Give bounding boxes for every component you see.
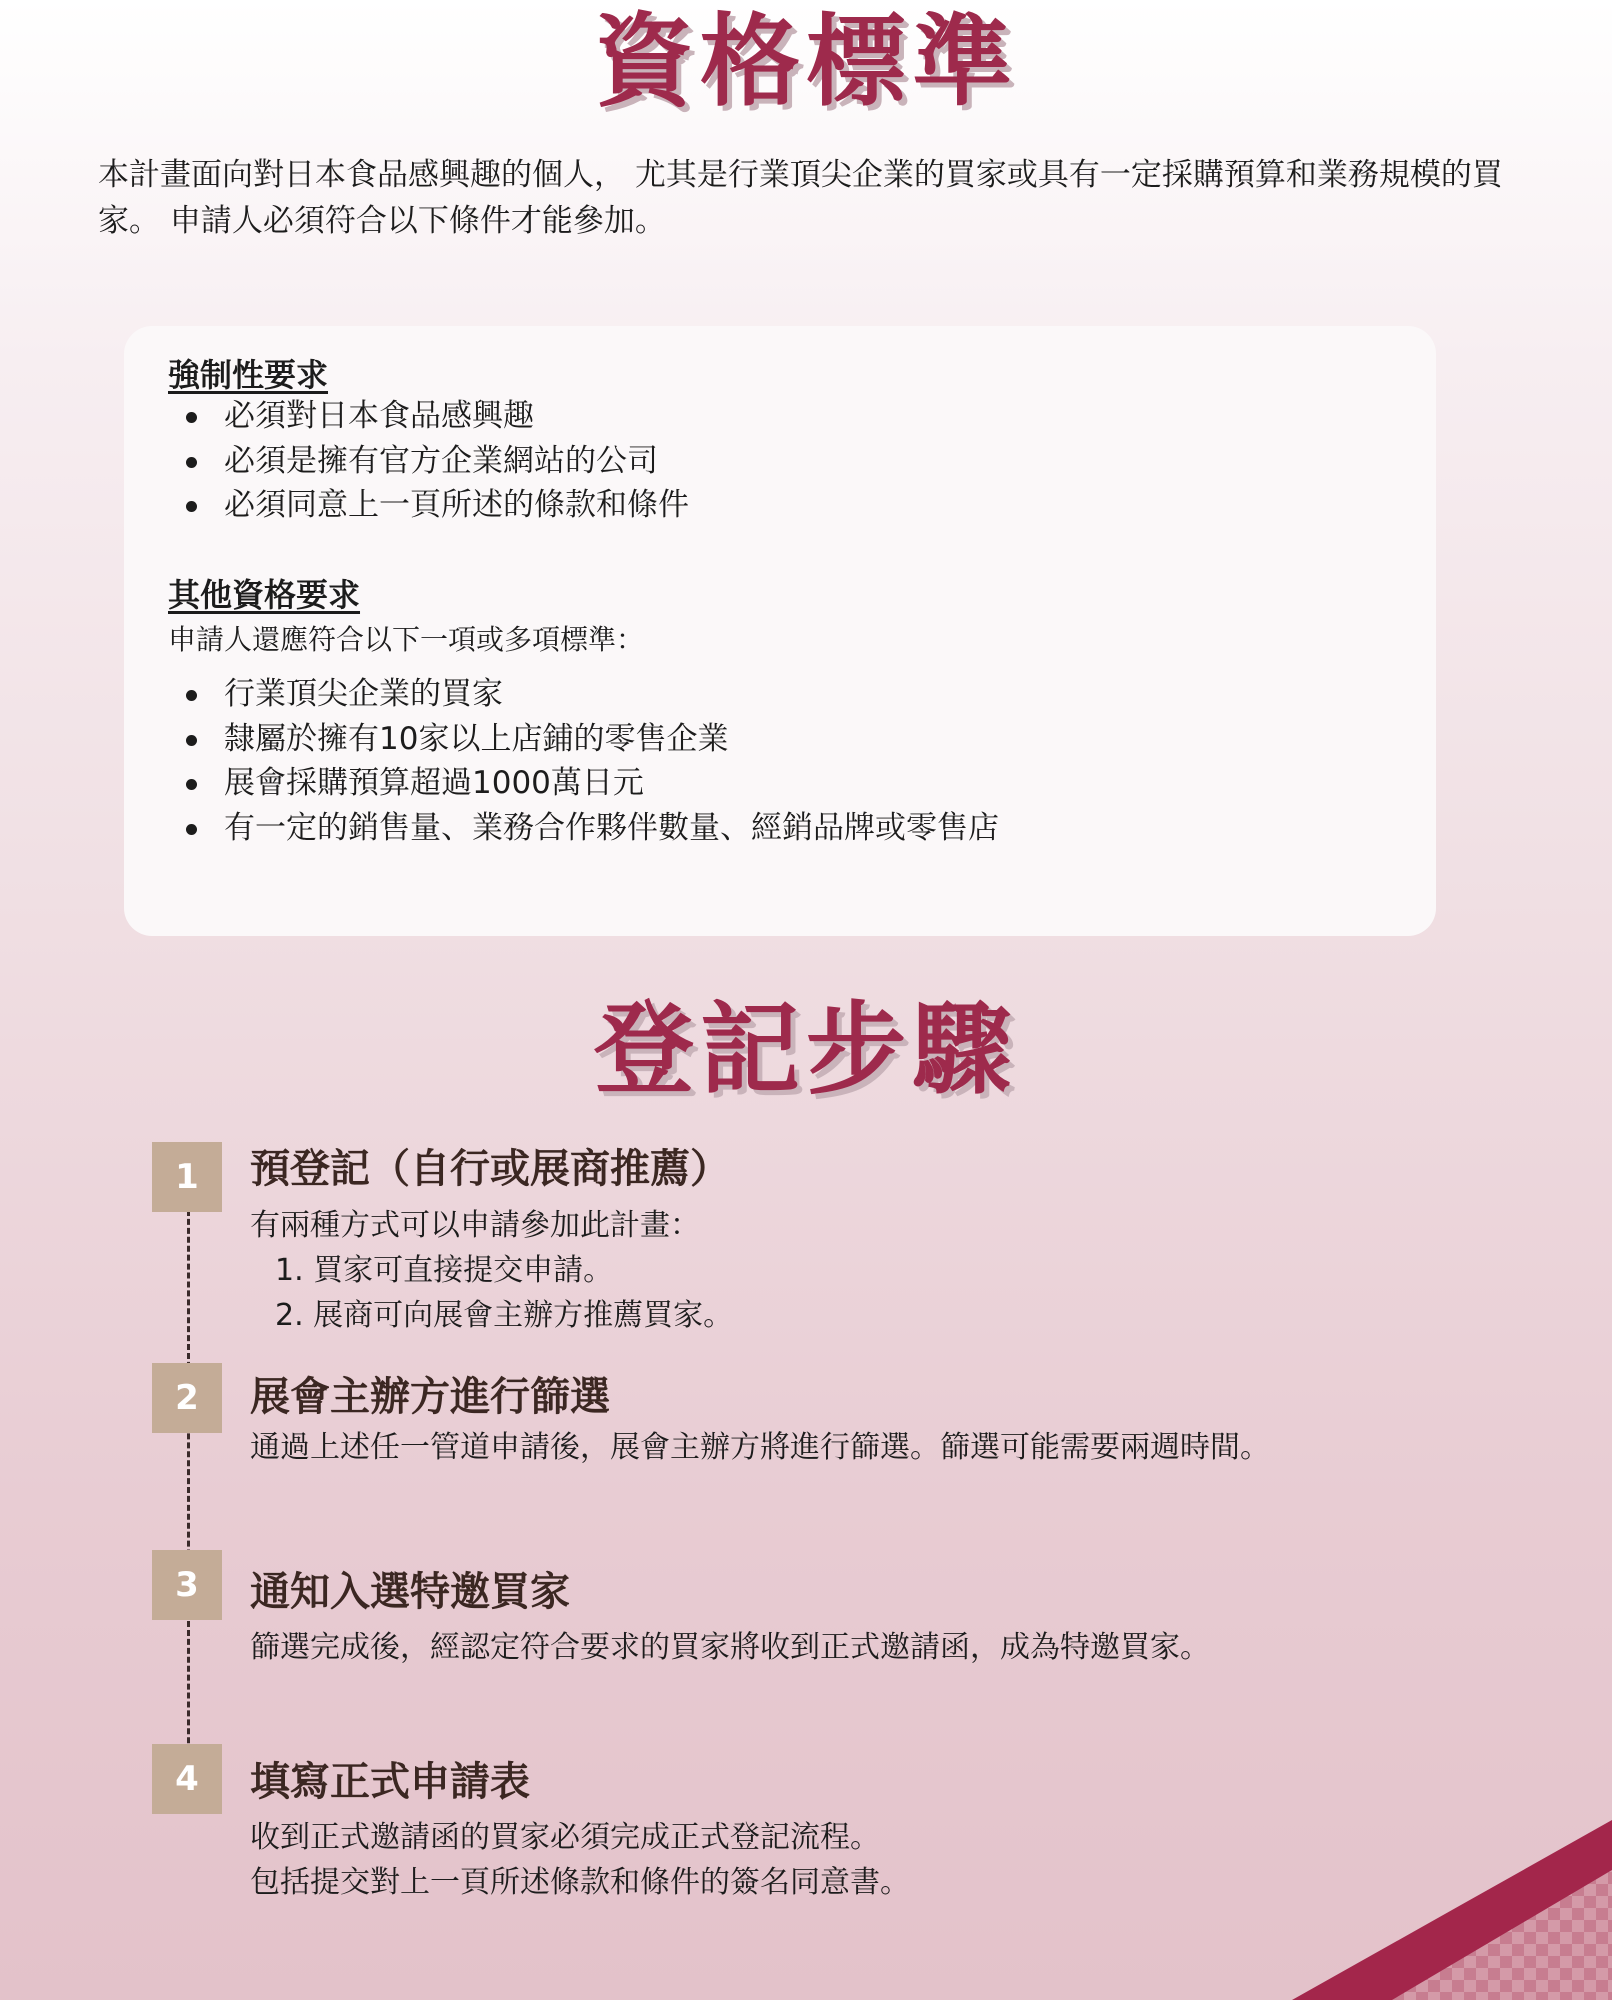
step-description: 收到正式邀請函的買家必須完成正式登記流程。	[250, 1820, 880, 1855]
step-description: 篩選完成後，經認定符合要求的買家將收到正式邀請函，成為特邀買家。	[250, 1630, 1210, 1665]
step-number-badge: 3	[152, 1550, 222, 1620]
step-title: 填寫正式申請表	[250, 1759, 530, 1805]
other-requirements-list	[186, 672, 999, 850]
list-item: 展會採購預算超過1000萬日元	[186, 761, 999, 806]
timeline-connector	[187, 1210, 190, 1770]
step-number-badge: 2	[152, 1363, 222, 1433]
mandatory-heading: 強制性要求	[168, 356, 329, 394]
corner-decoration	[1272, 1800, 1612, 2000]
eligibility-intro: 本計畫面向對日本食品感興趣的個人， 尤其是行業頂尖企業的買家或具有一定採購預算和業務規模的買家。 申請人必須符合以下條件才能參加。	[98, 157, 1503, 239]
step-sublist	[275, 1248, 733, 1338]
registration-steps-title: 登記步驟	[594, 991, 1018, 1108]
step-title: 預登記（自行或展商推薦）	[250, 1146, 730, 1192]
step-title: 通知入選特邀買家	[250, 1569, 570, 1615]
list-item: 必須對日本食品感興趣	[186, 394, 689, 439]
step-description: 通過上述任一管道申請後，展會主辦方將進行篩選。篩選可能需要兩週時間。	[250, 1430, 1270, 1465]
step-number-badge: 1	[152, 1142, 222, 1212]
mandatory-list	[186, 394, 689, 528]
other-requirements-note: 申請人還應符合以下一項或多項標準：	[168, 623, 645, 656]
list-item: 隸屬於擁有10家以上店鋪的零售企業	[186, 717, 999, 762]
step-description: 有兩種方式可以申請參加此計畫：	[250, 1208, 700, 1243]
list-item: 行業頂尖企業的買家	[186, 672, 999, 717]
list-item: 有一定的銷售量、業務合作夥伴數量、經銷品牌或零售店	[186, 806, 999, 851]
eligibility-title: 資格標準	[594, 3, 1018, 120]
list-item: 必須是擁有官方企業網站的公司	[186, 439, 689, 484]
step-number-badge: 4	[152, 1744, 222, 1814]
list-item: 1. 買家可直接提交申請。	[275, 1253, 614, 1288]
list-item: 2. 展商可向展會主辦方推薦買家。	[275, 1298, 734, 1333]
other-requirements-heading: 其他資格要求	[168, 576, 361, 614]
list-item: 必須同意上一頁所述的條款和條件	[186, 483, 689, 528]
step-title: 展會主辦方進行篩選	[250, 1374, 610, 1420]
step-description-line-2: 包括提交對上一頁所述條款和條件的簽名同意書。	[250, 1865, 910, 1900]
